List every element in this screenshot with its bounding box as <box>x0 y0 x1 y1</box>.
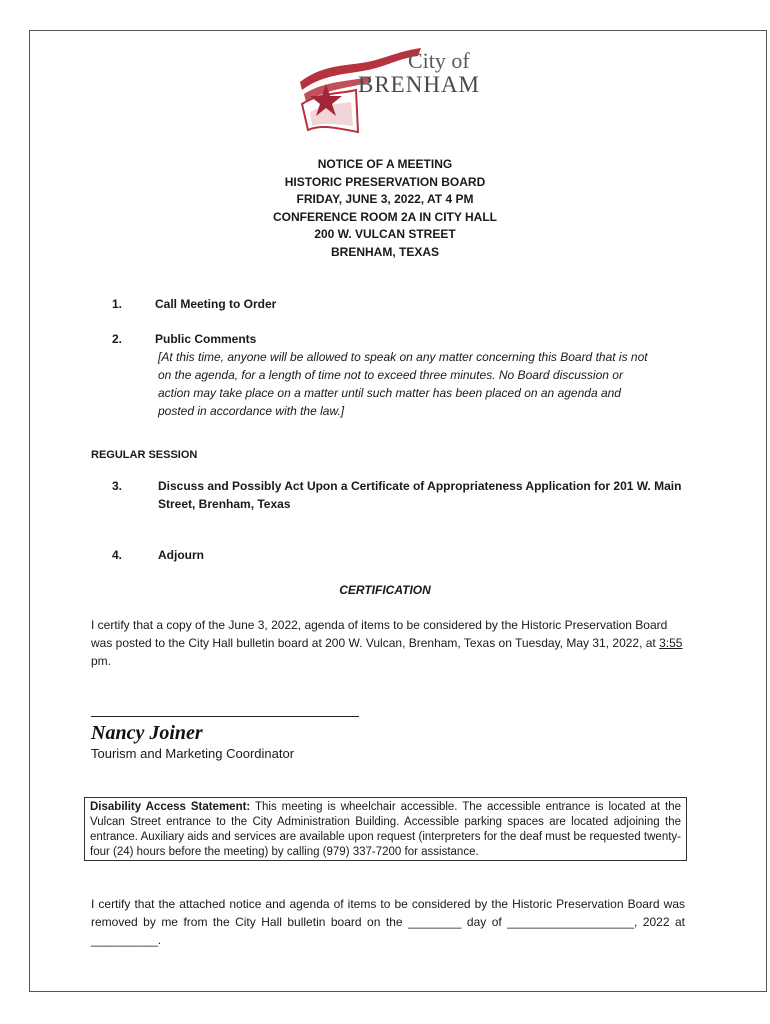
certification-text <box>91 616 691 670</box>
certification-text-before: I certify that a copy of the June 3, 2022, agenda of items to be considered by the Historic Preservation Board was posted to the City Hall bulletin board at 200 W. Vulcan, Brenham, Texas on Tuesday, May 31, 2022, at <box>91 618 668 650</box>
header-line: BRENHAM, TEXAS <box>330 244 439 259</box>
agenda-item-1-number: 1. <box>112 297 123 311</box>
agenda-item-3-number: 3. <box>112 479 123 493</box>
access-label: Disability Access Statement: <box>90 801 251 813</box>
removal-certification-text: I certify that the attached notice and agenda of items to be considered by the Historic Preservation Board was removed by me from the City Hall bulletin board on the ________ day of ___________________, 2022 at __________. <box>91 897 685 947</box>
certification-time: 3:55 <box>659 636 683 650</box>
header-line: CONFERENCE ROOM 2A IN CITY HALL <box>272 209 497 224</box>
disability-access-statement <box>84 797 687 861</box>
meeting-header <box>0 156 770 261</box>
signer-title: Tourism and Marketing Coordinator <box>91 746 295 761</box>
certification-title: CERTIFICATION <box>339 583 431 597</box>
agenda-item-3-title: Discuss and Possibly Act Upon a Certificate of Appropriateness Application for 201 W. Main Street, Brenham, Texas <box>158 479 682 511</box>
signature: Nancy Joiner <box>91 722 203 744</box>
header-line: HISTORIC PRESERVATION BOARD <box>284 174 486 189</box>
header-line: FRIDAY, JUNE 3, 2022, AT 4 PM <box>296 192 474 206</box>
agenda-item-1-title: Call Meeting to Order <box>155 297 277 311</box>
agenda-item-2-title: Public Comments <box>155 332 257 346</box>
public-comments-text: [At this time, anyone will be allowed to speak on any matter concerning this Board that is not on the agenda, for a length of time not to exceed three minutes. No Board discussion or action may take place on a matter until such matter has been placed on an agenda and posted in accordance with the law.] <box>158 350 648 418</box>
signature-line <box>91 716 359 717</box>
agenda-item-4-title: Adjourn <box>158 548 204 562</box>
agenda-item-2-number: 2. <box>112 332 123 346</box>
header-line: NOTICE OF A MEETING <box>317 157 453 171</box>
agenda-item-4-number: 4. <box>112 548 123 562</box>
regular-session-heading: REGULAR SESSION <box>91 449 198 461</box>
header-line: 200 W. VULCAN STREET <box>314 227 456 241</box>
logo-city-text: City of <box>408 48 470 73</box>
access-text: This meeting is wheelchair accessible. The accessible entrance is located at the Vulcan Street entrance to the City Administration Building. Accessible parking spaces are located adjoining the entrance. Auxiliary aids and services are available upon request (interpreters for the deaf must be requested twenty-four (24) hours before the meeting) by calling (979) 337-7200 for assistance. <box>90 801 681 858</box>
certification-text-after: pm. <box>91 654 112 668</box>
city-logo <box>296 42 486 137</box>
logo-brenham-text: BRENHAM <box>358 72 481 97</box>
